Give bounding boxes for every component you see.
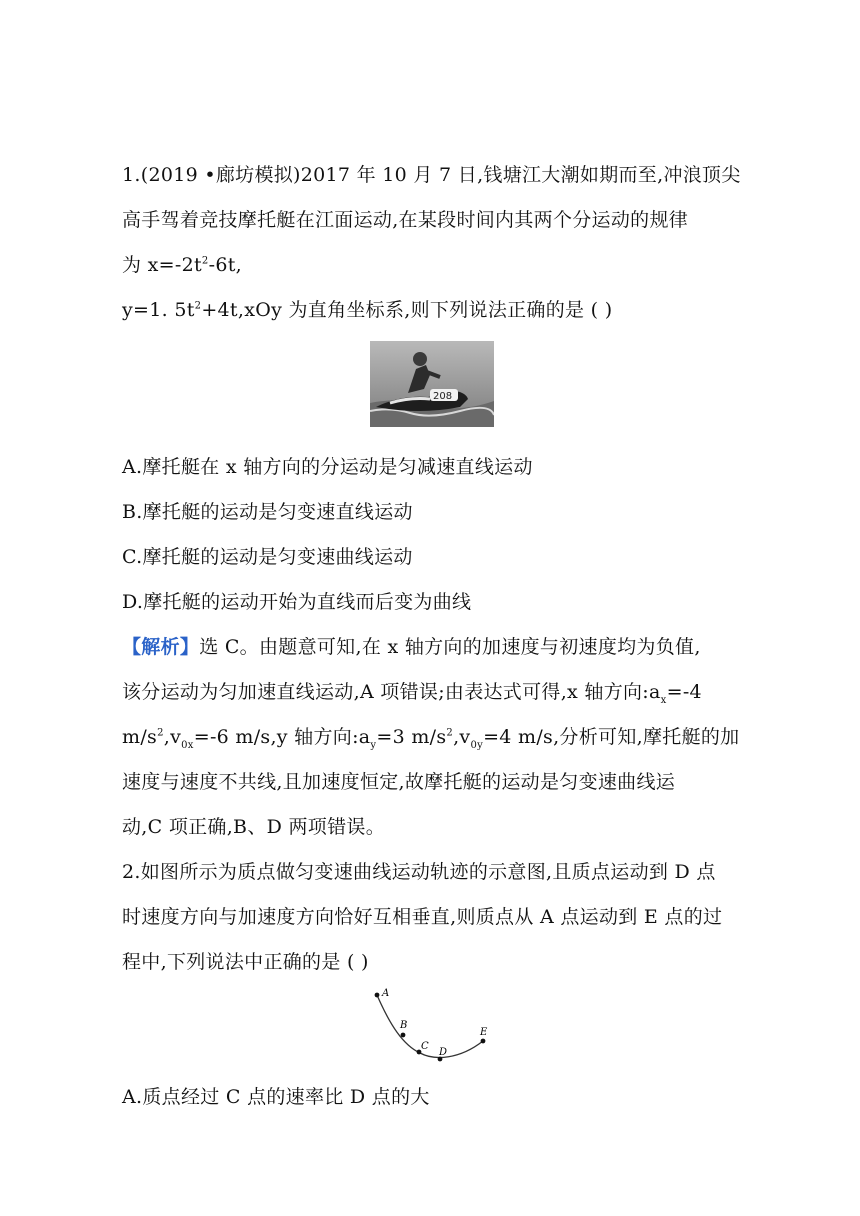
jet-ski-photo xyxy=(370,341,494,427)
q1-option-b: B.摩托艇的运动是匀变速直线运动 xyxy=(122,501,413,523)
analysis-tag: 【解析】 xyxy=(122,636,200,658)
point-e xyxy=(481,1039,486,1044)
q2-line-2: 时速度方向与加速度方向恰好互相垂直,则质点从 A 点运动到 E 点的过 xyxy=(122,906,723,928)
trajectory-diagram xyxy=(365,985,495,1070)
label-d: D xyxy=(439,1047,448,1058)
q1-line-4: y=1. $5t^2+4t,xOy$ 为直角坐标系,则下列说法正确的是 ( ) xyxy=(122,299,613,321)
label-a: A xyxy=(382,988,390,999)
q1-analysis-1: 【解析】选 C。由题意可知,在 x 轴方向的加速度与初速度均为负值, xyxy=(122,636,701,658)
jet-ski-number: 208 xyxy=(433,391,453,402)
q2-line-3: 程中,下列说法中正确的是 ( ) xyxy=(122,951,369,973)
q1-analysis-5: 动,C 项正确,B、D 两项错误。 xyxy=(122,816,385,838)
q1-analysis-3: $m/s^2,v_{0x}=-6$ m/s,y 轴方向$:a_y=3$ $m/s^2,v_{0y}=4$ m/s,分析可知,摩托艇的加 xyxy=(122,726,740,751)
q1-option-c: C.摩托艇的运动是匀变速曲线运动 xyxy=(122,546,413,568)
label-e: E xyxy=(480,1027,488,1038)
q1-line-3: 为 $x=-2t^2-6t$, xyxy=(122,254,242,276)
point-b xyxy=(401,1033,406,1038)
q2-option-a: A.质点经过 C 点的速率比 D 点的大 xyxy=(122,1086,430,1108)
q1-analysis-2: 该分运动为匀加速直线运动,A 项错误;由表达式可得,x 轴方向$:a_x=-4$ xyxy=(122,681,702,706)
trajectory-curve xyxy=(377,995,483,1057)
label-b: B xyxy=(400,1020,408,1031)
q1-line-1: 1.(2019 •廊坊模拟)2017 年 10 月 7 日,钱塘江大潮如期而至,冲浪顶尖 xyxy=(122,164,741,186)
point-a xyxy=(375,993,380,998)
q2-line-1: 2.如图所示为质点做匀变速曲线运动轨迹的示意图,且质点运动到 D 点 xyxy=(122,861,716,883)
label-c: C xyxy=(421,1041,429,1052)
q1-analysis-4: 速度与速度不共线,且加速度恒定,故摩托艇的运动是匀变速曲线运 xyxy=(122,771,676,793)
q1-option-a: A.摩托艇在 x 轴方向的分运动是匀减速直线运动 xyxy=(122,456,533,478)
q1-option-d: D.摩托艇的运动开始为直线而后变为曲线 xyxy=(122,591,472,613)
q1-line-2: 高手驾着竞技摩托艇在江面运动,在某段时间内其两个分运动的规律 xyxy=(122,209,689,231)
